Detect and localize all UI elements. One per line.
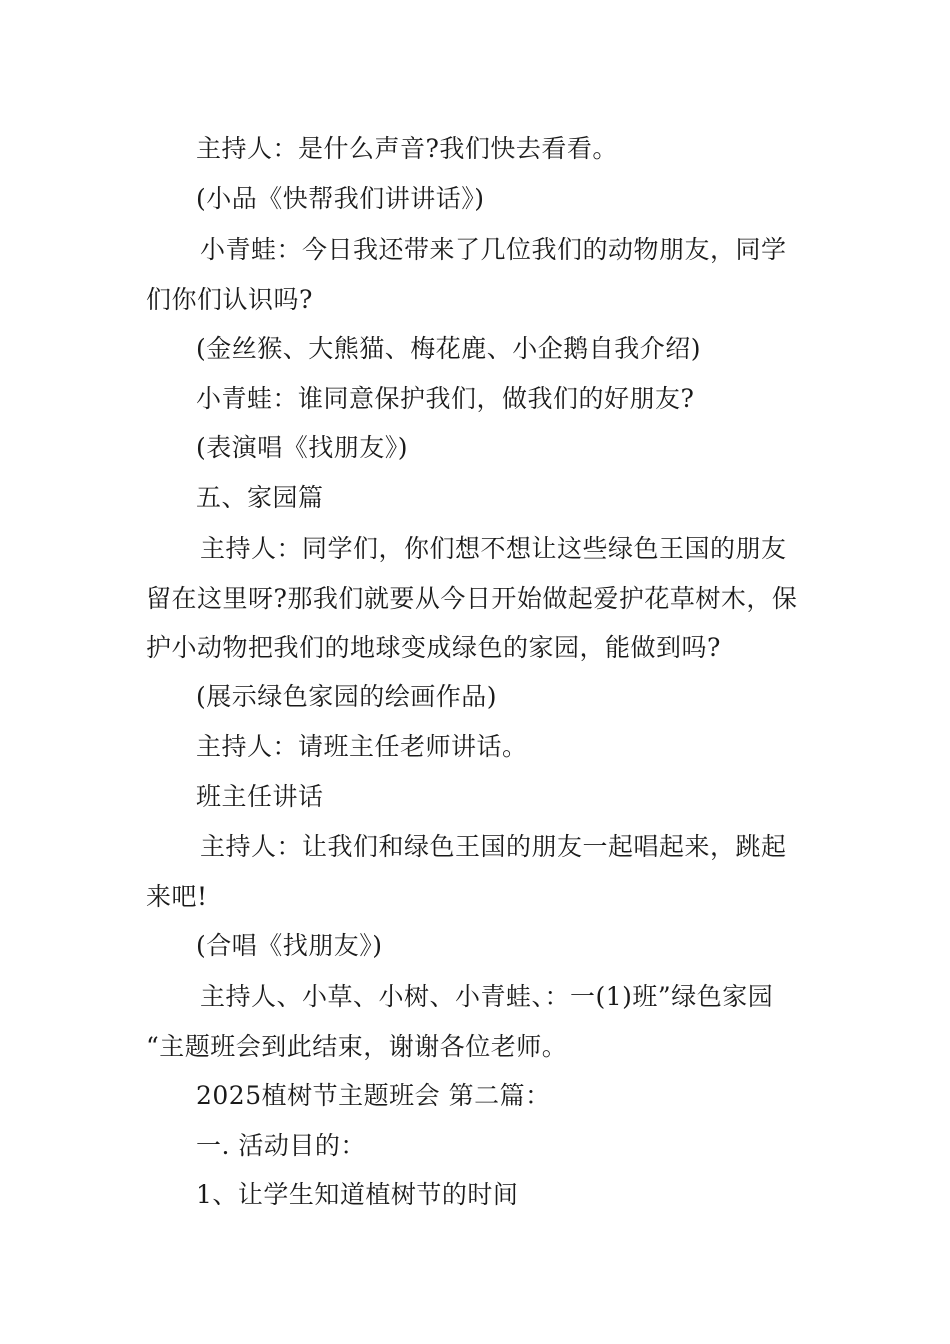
text-line: 们你们认识吗?: [146, 285, 313, 314]
text-line: 班主任讲话: [196, 782, 324, 811]
text-line: 主持人：同学们，你们想不想让这些绿色王国的朋友: [200, 534, 787, 563]
text-line: (金丝猴、大熊猫、梅花鹿、小企鹅自我介绍): [196, 334, 702, 363]
text-line: 小青蛙：谁同意保护我们，做我们的好朋友?: [196, 384, 695, 413]
text-line: (展示绿色家园的绘画作品): [196, 682, 498, 711]
text-line: 护小动物把我们的地球变成绿色的家园，能做到吗?: [146, 633, 721, 662]
text-line: 主持人、小草、小树、小青蛙、：一(1)班”绿色家园: [200, 982, 774, 1011]
text-line: (表演唱《找朋友》): [196, 433, 409, 462]
text-line: 主持人：是什么声音?我们快去看看。: [196, 134, 618, 163]
section-heading: 2025植树节主题班会 第二篇：: [196, 1081, 551, 1110]
text-line: 小青蛙：今日我还带来了几位我们的动物朋友，同学: [200, 235, 787, 264]
text-line: 来吧!: [146, 882, 208, 911]
text-line: “主题班会到此结束，谢谢各位老师。: [146, 1032, 568, 1061]
text-line: (小品《快帮我们讲讲话》): [196, 184, 485, 213]
text-line: (合唱《找朋友》): [196, 931, 383, 960]
text-line: 主持人：请班主任老师讲话。: [196, 732, 528, 761]
section-heading: 五、家园篇: [196, 483, 324, 512]
text-line: 1、让学生知道植树节的时间: [196, 1180, 519, 1209]
text-line: 留在这里呀?那我们就要从今日开始做起爱护花草树木，保: [146, 584, 798, 613]
subsection-heading: 一. 活动目的：: [196, 1131, 366, 1160]
text-line: 主持人：让我们和绿色王国的朋友一起唱起来，跳起: [200, 832, 787, 861]
